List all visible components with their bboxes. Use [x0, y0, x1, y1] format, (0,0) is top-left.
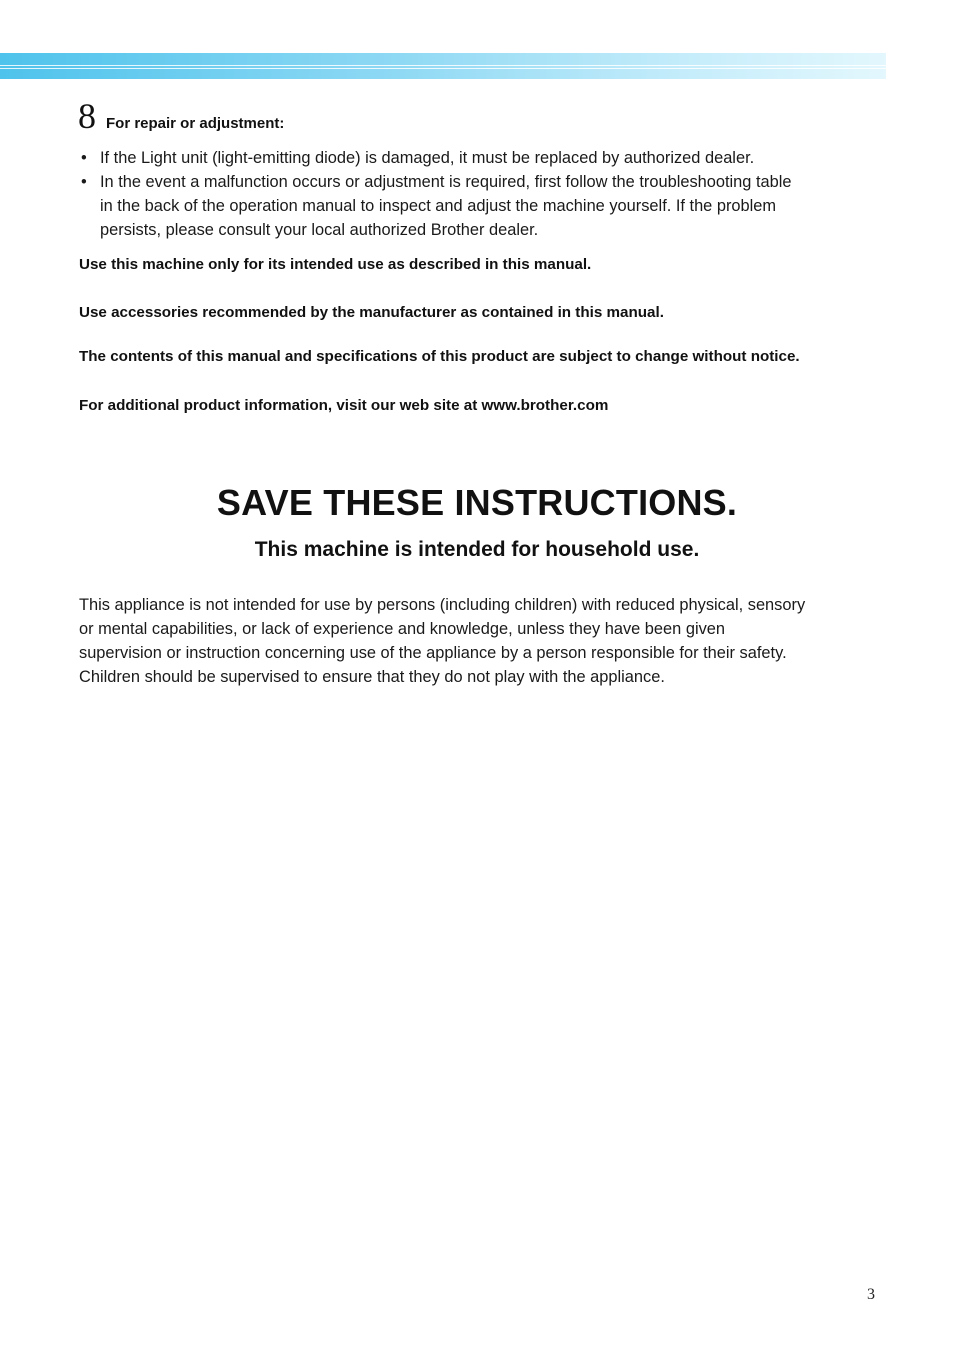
list-item: [79, 170, 879, 242]
disclaimer-line: or mental capabilities, or lack of experience and knowledge, unless they have been given: [79, 620, 726, 638]
header-band-stripe: [0, 65, 886, 66]
page-number: 3: [867, 1286, 875, 1303]
notice-intended-use: Use this machine only for its intended use as described in this manual.: [79, 256, 592, 273]
disclaimer-line: Children should be supervised to ensure that they do not play with the appliance.: [79, 668, 665, 686]
disclaimer-line: This appliance is not intended for use by persons (including children) with reduced physical, sensory: [79, 596, 806, 614]
bullet-line: If the Light unit (light-emitting diode) is damaged, it must be replaced by authorized dealer.: [100, 149, 755, 167]
notice-website: For additional product information, visit our web site at www.brother.com: [79, 397, 609, 414]
notice-accessories: Use accessories recommended by the manufacturer as contained in this manual.: [79, 304, 664, 321]
bullet-icon: •: [81, 173, 87, 191]
bullet-line: in the back of the operation manual to inspect and adjust the machine yourself. If the problem: [100, 197, 777, 215]
appliance-disclaimer: [79, 593, 879, 689]
header-color-band: [0, 53, 886, 79]
list-item: [79, 146, 879, 170]
bullet-line: In the event a malfunction occurs or adjustment is required, first follow the troubleshooting table: [100, 173, 792, 191]
disclaimer-line: supervision or instruction concerning use of the appliance by a person responsible for their safety.: [79, 644, 787, 662]
bullet-icon: •: [81, 149, 87, 167]
section-number: 8: [78, 96, 96, 136]
section-heading: [78, 98, 284, 134]
household-use-subtitle: This machine is intended for household use.: [254, 538, 700, 561]
bullet-line: persists, please consult your local authorized Brother dealer.: [100, 221, 539, 239]
section-title: For repair or adjustment:: [106, 115, 285, 132]
notice-change-without-notice: The contents of this manual and specifications of this product are subject to change without notice.: [79, 348, 800, 365]
header-band-stripe: [0, 68, 886, 69]
save-instructions-title: SAVE THESE INSTRUCTIONS.: [216, 482, 738, 523]
repair-bullet-list: [79, 146, 879, 242]
